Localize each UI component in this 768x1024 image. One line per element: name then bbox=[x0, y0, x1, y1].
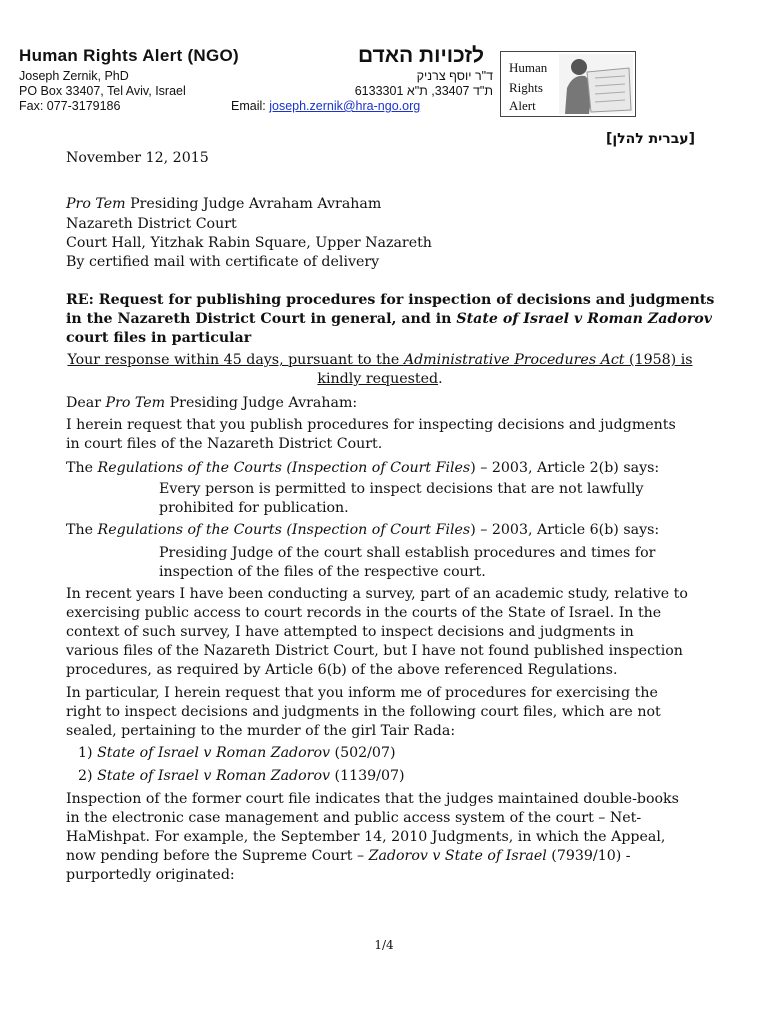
re-case-name: State of Israel v Roman Zadorov bbox=[456, 311, 713, 327]
organization-name-hebrew: לזכויות האדם bbox=[357, 44, 484, 67]
file-2-id: (1139/07) bbox=[330, 768, 405, 784]
pro-tem-italic: Pro Tem bbox=[66, 196, 126, 212]
response-request-line-2 bbox=[66, 370, 694, 389]
email-label: Email: bbox=[231, 99, 266, 113]
appeal-case-name: Zadorov v State of Israel bbox=[368, 848, 547, 864]
file-1-number: 1) bbox=[78, 745, 93, 761]
letterhead-fax: Fax: 077-3179186 bbox=[19, 99, 121, 113]
logo-figure-image bbox=[559, 54, 633, 114]
paragraph-4-line-3: HaMishpat. For example, the September 14, 2010 Judgments, in which the Appeal, bbox=[66, 829, 666, 845]
paragraph-4-line-1: Inspection of the former court file indicates that the judges maintained double-books bbox=[66, 791, 679, 807]
paragraph-2-line-4: various files of the Nazareth District Court, but I have not found published inspection bbox=[66, 643, 683, 659]
reg2-title: Regulations of the Courts (Inspection of Court Files bbox=[97, 522, 471, 538]
hebrew-version-note: [עברית להלן] bbox=[605, 131, 695, 147]
response-period: . bbox=[438, 371, 443, 387]
court-file-item-2 bbox=[78, 767, 405, 786]
addressee-line-3: Court Hall, Yitzhak Rabin Square, Upper Nazareth bbox=[66, 235, 432, 251]
addressee-line-1 bbox=[66, 195, 381, 214]
letter-date: November 12, 2015 bbox=[66, 150, 209, 166]
addressee-line-4: By certified mail with certificate of delivery bbox=[66, 254, 380, 270]
regulation-citation-2 bbox=[66, 521, 659, 540]
re-line-3: court files in particular bbox=[66, 330, 252, 346]
act-name: Administrative Procedures Act bbox=[403, 352, 625, 368]
salutation bbox=[66, 394, 357, 413]
letterhead-name-hebrew: ד"ר יוסף צרניק bbox=[416, 69, 493, 83]
salutation-rest: Presiding Judge Avraham: bbox=[165, 395, 358, 411]
response-text-a: Your response within 45 days, pursuant to the bbox=[67, 352, 404, 368]
p4-line4-a: now pending before the Supreme Court – bbox=[66, 848, 369, 864]
file-2-number: 2) bbox=[78, 768, 93, 784]
quote-2-line-2: inspection of the files of the respective court. bbox=[159, 564, 486, 580]
email-link[interactable]: joseph.zernik@hra-ngo.org bbox=[269, 99, 421, 113]
reg1-the: The bbox=[66, 460, 98, 476]
paragraph-2-line-3: context of such survey, I have attempted to inspect decisions and judgments in bbox=[66, 624, 634, 640]
letterhead-address-hebrew: ת"ד 33407, ת"א 6133301 bbox=[354, 84, 493, 98]
page-number: 1/4 bbox=[374, 938, 394, 952]
reg1-title: Regulations of the Courts (Inspection of Court Files bbox=[97, 460, 471, 476]
logo-text-alert: Alert bbox=[509, 98, 536, 113]
paragraph-1-line-1: I herein request that you publish procedures for inspecting decisions and judgments bbox=[66, 417, 676, 433]
salutation-dear: Dear bbox=[66, 395, 106, 411]
response-request-line-1 bbox=[66, 351, 694, 370]
letterhead-address: PO Box 33407, Tel Aviv, Israel bbox=[19, 84, 186, 98]
reg1-rest: ) – 2003, Article 2(b) says: bbox=[470, 460, 660, 476]
paragraph-3-line-3: sealed, pertaining to the murder of the girl Tair Rada: bbox=[66, 723, 456, 739]
organization-logo bbox=[500, 51, 636, 117]
logo-text-rights: Rights bbox=[509, 80, 543, 95]
re-line-2-text: in the Nazareth District Court in general, and in bbox=[66, 311, 457, 327]
quote-1-line-2: prohibited for publication. bbox=[159, 500, 349, 516]
re-line-2 bbox=[66, 310, 712, 329]
letterhead-email-line bbox=[231, 99, 420, 114]
salutation-pro-tem: Pro Tem bbox=[105, 395, 166, 411]
paragraph-1-line-2: in court files of the Nazareth District Court. bbox=[66, 436, 383, 452]
paragraph-3-line-2: right to inspect decisions and judgments in the following court files, which are not bbox=[66, 704, 661, 720]
paragraph-4-line-5: purportedly originated: bbox=[66, 867, 235, 883]
file-2-case: State of Israel v Roman Zadorov bbox=[97, 768, 331, 784]
quote-2-line-1: Presiding Judge of the court shall establish procedures and times for bbox=[159, 545, 656, 561]
reg2-rest: ) – 2003, Article 6(b) says: bbox=[470, 522, 660, 538]
addressee-judge: Presiding Judge Avraham Avraham bbox=[125, 196, 382, 212]
paragraph-3-line-1: In particular, I herein request that you inform me of procedures for exercising the bbox=[66, 685, 658, 701]
court-file-item-1 bbox=[78, 744, 396, 763]
paragraph-2-line-5: procedures, as required by Article 6(b) of the above referenced Regulations. bbox=[66, 662, 618, 678]
kindly-requested: kindly requested bbox=[317, 371, 439, 387]
letterhead-name: Joseph Zernik, PhD bbox=[19, 69, 129, 83]
paragraph-2-line-1: In recent years I have been conducting a survey, part of an academic study, relative to bbox=[66, 586, 688, 602]
logo-text-human: Human bbox=[509, 60, 548, 75]
p4-line4-b: (7939/10) - bbox=[546, 848, 631, 864]
reg2-the: The bbox=[66, 522, 98, 538]
quote-1-line-1: Every person is permitted to inspect decisions that are not lawfully bbox=[159, 481, 644, 497]
organization-name: Human Rights Alert (NGO) bbox=[19, 46, 240, 65]
regulation-citation-1 bbox=[66, 459, 659, 478]
paragraph-4-line-2: in the electronic case management and public access system of the court – Net- bbox=[66, 810, 642, 826]
paragraph-2-line-2: exercising public access to court records in the courts of the State of Israel. In the bbox=[66, 605, 662, 621]
paragraph-4-line-4 bbox=[66, 847, 631, 866]
addressee-line-2: Nazareth District Court bbox=[66, 216, 237, 232]
re-line-1: RE: Request for publishing procedures for inspection of decisions and judgments bbox=[66, 292, 715, 308]
file-1-case: State of Israel v Roman Zadorov bbox=[97, 745, 331, 761]
response-text-b: (1958) is bbox=[624, 352, 693, 368]
file-1-id: (502/07) bbox=[330, 745, 396, 761]
